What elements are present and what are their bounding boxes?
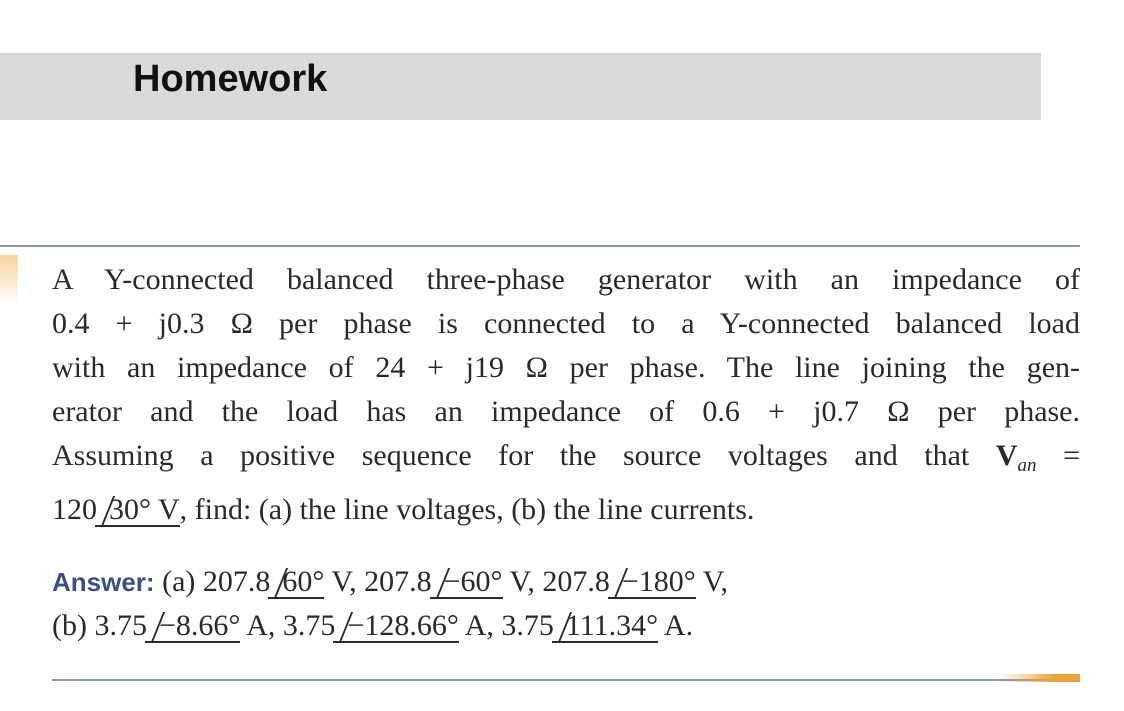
problem-line-2: 0.4 + j0.3 Ω per phase is connected to a Y-connected balanced load bbox=[52, 307, 1080, 340]
page-title: Homework bbox=[133, 58, 328, 100]
answer-b2-angle: −128.66° bbox=[333, 611, 458, 643]
answer-b-prefix: (b) 3.75 bbox=[52, 609, 147, 642]
answer-b1-angle: −8.66° bbox=[145, 611, 240, 643]
answer-b2-sep: A, 3.75 bbox=[458, 609, 554, 642]
voltage-angle: 30° V bbox=[95, 495, 180, 527]
answer-line-b bbox=[52, 604, 1080, 648]
answer-label: Answer: bbox=[52, 567, 155, 597]
answer-b1-sep: A, 3.75 bbox=[240, 609, 336, 642]
problem-line-1: A Y-connected balanced three-phase generator with an impedance of bbox=[52, 263, 1080, 296]
answer-a3-angle: −180° bbox=[608, 567, 696, 599]
answer-b3-sep: A. bbox=[658, 609, 694, 642]
answer-block bbox=[52, 560, 1080, 648]
problem-line-4: erator and the load has an impedance of 0.6 + j0.7 Ω per phase. bbox=[52, 395, 1080, 428]
left-accent-mark bbox=[0, 255, 18, 305]
answer-b3-angle: 111.34° bbox=[552, 611, 658, 643]
answer-a-prefix: (a) 207.8 bbox=[162, 565, 271, 598]
answer-a2-angle: −60° bbox=[430, 567, 503, 599]
problem-line-3: with an impedance of 24 + j19 Ω per phase. The line joining the gen- bbox=[52, 351, 1080, 384]
problem-line-6-rest: , find: (a) the line voltages, (b) the line currents. bbox=[179, 493, 755, 526]
voltage-symbol: V bbox=[995, 439, 1018, 472]
answer-a1-angle: 60° bbox=[268, 567, 324, 599]
answer-a1-sep: V, 207.8 bbox=[324, 565, 432, 598]
problem-line-5-text: Assuming a positive sequence for the source voltages and that bbox=[52, 439, 970, 472]
voltage-magnitude: 120 bbox=[52, 493, 97, 526]
problem-statement bbox=[52, 258, 1080, 532]
bottom-divider bbox=[52, 679, 1080, 681]
problem-line-6 bbox=[52, 488, 1080, 532]
voltage-subscript: an bbox=[1017, 455, 1037, 476]
answer-a2-sep: V, 207.8 bbox=[502, 565, 610, 598]
bottom-accent-bar bbox=[1000, 674, 1080, 682]
equals-sign: = bbox=[1063, 439, 1081, 472]
answer-line-a bbox=[52, 560, 1080, 604]
top-divider bbox=[0, 245, 1080, 247]
problem-line-5 bbox=[52, 434, 1080, 488]
answer-a3-sep: V, bbox=[695, 565, 729, 598]
